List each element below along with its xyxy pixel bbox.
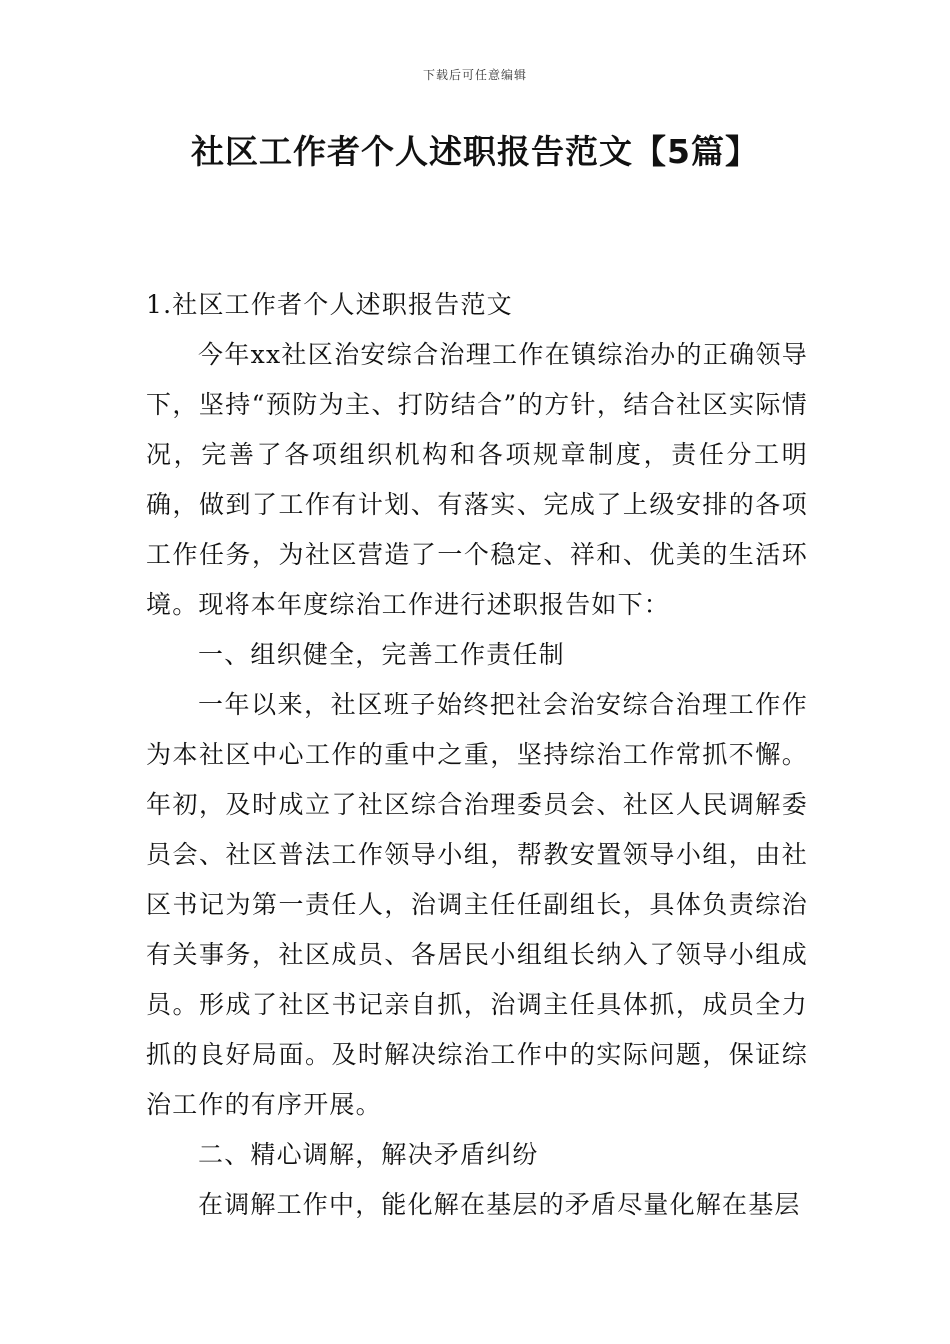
section-heading-1: 1.社区工作者个人述职报告范文 [146, 290, 513, 319]
body-paragraph-intro: 今年xx社区治安综合治理工作在镇综治办的正确领导下，坚持“预防为主、打防结合”的方针，结合社区实际情况，完善了各项组织机构和各项规章制度，责任分工明确，做到了工作有计划、有落实、完成了上级安排的各项工作任务，为社区营造了一个稳定、祥和、优美的生活环境。现将本年度综治工作进行述职报告如下： [146, 340, 808, 619]
document-title: 社区工作者个人述职报告范文【5篇】 [191, 132, 759, 171]
document-body [146, 280, 808, 1230]
subheading-mediation: 二、精心调解，解决矛盾纠纷 [198, 1140, 539, 1169]
body-paragraph-mediation: 在调解工作中，能化解在基层的矛盾尽量化解在基层 [198, 1190, 801, 1219]
subheading-organization: 一、组织健全，完善工作责任制 [198, 640, 565, 669]
body-paragraph-organization: 一年以来，社区班子始终把社会治安综合治理工作作为本社区中心工作的重中之重，坚持综治工作常抓不懈。年初，及时成立了社区综合治理委员会、社区人民调解委员会、社区普法工作领导小组，帮教安置领导小组，由社区书记为第一责任人，治调主任任副组长，具体负责综治有关事务，社区成员、各居民小组组长纳入了领导小组成员。形成了社区书记亲自抓，治调主任具体抓，成员全力抓的良好局面。及时解决综治工作中的实际问题，保证综治工作的有序开展。 [146, 690, 808, 1119]
header-note: 下载后可任意编辑 [422, 68, 527, 82]
